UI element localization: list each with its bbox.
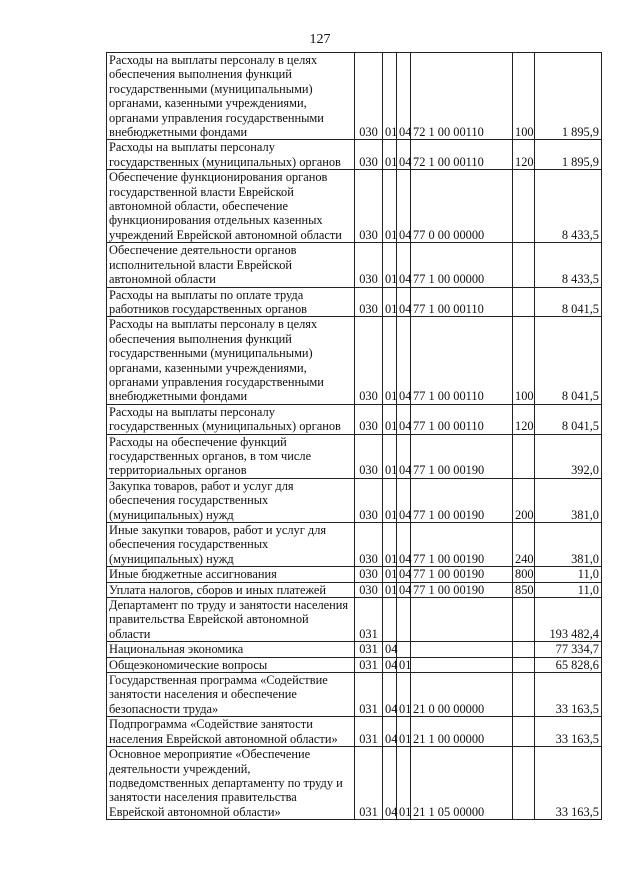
row-code: 030 xyxy=(355,243,383,287)
row-name: Национальная экономика xyxy=(107,642,355,657)
row-name: Расходы на выплаты персоналу в целях обеспечения выполнения функций государственными (муниципальными) органами, казенными учреждениями, органами управления государственными внебюджетными фондами xyxy=(107,317,355,404)
row-code: 031 xyxy=(355,598,383,642)
row-target xyxy=(411,657,513,672)
row-name: Расходы на выплаты персоналу государственных (муниципальных) органов xyxy=(107,404,355,434)
row-subsection: 01 xyxy=(397,657,411,672)
row-vid xyxy=(513,717,535,747)
row-code: 030 xyxy=(355,434,383,478)
row-vid xyxy=(513,598,535,642)
table-row xyxy=(107,53,602,140)
row-section: 01 xyxy=(383,523,397,567)
table-row xyxy=(107,598,602,642)
row-code: 030 xyxy=(355,287,383,317)
row-target xyxy=(411,598,513,642)
row-subsection: 04 xyxy=(397,523,411,567)
row-section xyxy=(383,598,397,642)
row-target: 77 1 00 00190 xyxy=(411,567,513,582)
row-code: 030 xyxy=(355,523,383,567)
row-name: Расходы на выплаты персоналу государственных (муниципальных) органов xyxy=(107,140,355,170)
row-section: 01 xyxy=(383,140,397,170)
row-amount: 1 895,9 xyxy=(535,53,602,140)
row-section: 01 xyxy=(383,567,397,582)
row-subsection: 01 xyxy=(397,673,411,717)
row-code: 031 xyxy=(355,657,383,672)
row-subsection: 04 xyxy=(397,478,411,522)
row-amount: 11,0 xyxy=(535,567,602,582)
row-vid xyxy=(513,243,535,287)
row-vid xyxy=(513,673,535,717)
table-row xyxy=(107,243,602,287)
row-section: 01 xyxy=(383,317,397,404)
row-vid xyxy=(513,642,535,657)
row-name: Подпрограмма «Содействие занятости населения Еврейской автономной области» xyxy=(107,717,355,747)
row-target: 21 1 05 00000 xyxy=(411,747,513,820)
row-name: Департамент по труду и занятости населения правительства Еврейской автономной области xyxy=(107,598,355,642)
row-target: 77 0 00 00000 xyxy=(411,170,513,243)
row-name: Уплата налогов, сборов и иных платежей xyxy=(107,582,355,597)
row-vid xyxy=(513,434,535,478)
row-code: 030 xyxy=(355,317,383,404)
row-target: 21 0 00 00000 xyxy=(411,673,513,717)
row-amount: 8 433,5 xyxy=(535,170,602,243)
row-target: 77 1 00 00110 xyxy=(411,317,513,404)
row-amount: 8 041,5 xyxy=(535,287,602,317)
row-name: Обеспечение деятельности органов исполнительной власти Еврейской автономной области xyxy=(107,243,355,287)
row-section: 01 xyxy=(383,434,397,478)
row-section: 01 xyxy=(383,53,397,140)
row-target: 77 1 00 00190 xyxy=(411,434,513,478)
row-amount: 392,0 xyxy=(535,434,602,478)
row-section: 01 xyxy=(383,478,397,522)
row-vid: 200 xyxy=(513,478,535,522)
row-target: 77 1 00 00110 xyxy=(411,287,513,317)
row-subsection: 01 xyxy=(397,717,411,747)
row-target xyxy=(411,642,513,657)
row-target: 77 1 00 00190 xyxy=(411,478,513,522)
row-section: 01 xyxy=(383,243,397,287)
row-vid xyxy=(513,170,535,243)
row-target: 21 1 00 00000 xyxy=(411,717,513,747)
row-name: Закупка товаров, работ и услуг для обеспечения государственных (муниципальных) нужд xyxy=(107,478,355,522)
page-number: 127 xyxy=(309,32,331,47)
row-code: 031 xyxy=(355,642,383,657)
row-amount: 8 041,5 xyxy=(535,317,602,404)
row-vid: 120 xyxy=(513,404,535,434)
row-subsection: 01 xyxy=(397,747,411,820)
row-section: 04 xyxy=(383,717,397,747)
row-subsection: 04 xyxy=(397,317,411,404)
row-subsection xyxy=(397,598,411,642)
row-section: 04 xyxy=(383,657,397,672)
row-vid: 240 xyxy=(513,523,535,567)
budget-table xyxy=(106,52,602,820)
row-section: 01 xyxy=(383,582,397,597)
row-code: 031 xyxy=(355,673,383,717)
row-code: 030 xyxy=(355,404,383,434)
row-target: 77 1 00 00190 xyxy=(411,582,513,597)
row-target: 77 1 00 00000 xyxy=(411,243,513,287)
row-code: 030 xyxy=(355,53,383,140)
table-row xyxy=(107,642,602,657)
row-section: 04 xyxy=(383,642,397,657)
row-name: Государственная программа «Содействие занятости населения и обеспечение безопасности труда» xyxy=(107,673,355,717)
row-code: 031 xyxy=(355,747,383,820)
row-target: 72 1 00 00110 xyxy=(411,140,513,170)
row-section: 01 xyxy=(383,287,397,317)
table-row xyxy=(107,747,602,820)
row-code: 030 xyxy=(355,478,383,522)
table-row xyxy=(107,404,602,434)
row-name: Расходы на обеспечение функций государственных органов, в том числе территориальных органов xyxy=(107,434,355,478)
table-row xyxy=(107,657,602,672)
row-amount: 8 041,5 xyxy=(535,404,602,434)
row-vid: 850 xyxy=(513,582,535,597)
row-vid xyxy=(513,657,535,672)
row-code: 030 xyxy=(355,582,383,597)
row-subsection: 04 xyxy=(397,170,411,243)
row-amount: 1 895,9 xyxy=(535,140,602,170)
table-row xyxy=(107,434,602,478)
row-target: 72 1 00 00110 xyxy=(411,53,513,140)
table-row xyxy=(107,717,602,747)
row-name: Расходы на выплаты персоналу в целях обеспечения выполнения функций государственными (муниципальными) органами, казенными учреждениями, органами управления государственными внебюджетными фондами xyxy=(107,53,355,140)
table-row xyxy=(107,567,602,582)
row-subsection: 04 xyxy=(397,582,411,597)
table-row xyxy=(107,523,602,567)
row-code: 030 xyxy=(355,140,383,170)
row-section: 01 xyxy=(383,170,397,243)
row-subsection: 04 xyxy=(397,53,411,140)
row-amount: 65 828,6 xyxy=(535,657,602,672)
row-amount: 193 482,4 xyxy=(535,598,602,642)
row-subsection: 04 xyxy=(397,434,411,478)
row-subsection: 04 xyxy=(397,140,411,170)
table-row xyxy=(107,317,602,404)
row-name: Общеэкономические вопросы xyxy=(107,657,355,672)
row-subsection: 04 xyxy=(397,243,411,287)
row-name: Обеспечение функционирования органов государственной власти Еврейской автономной области, обеспечение функционирования отдельных казенных учреждений Еврейской автономной области xyxy=(107,170,355,243)
row-name: Основное мероприятие «Обеспечение деятельности учреждений, подведомственных департаменту по труду и занятости населения правительства Еврейской автономной области» xyxy=(107,747,355,820)
table-row xyxy=(107,582,602,597)
row-amount: 8 433,5 xyxy=(535,243,602,287)
row-amount: 11,0 xyxy=(535,582,602,597)
row-subsection: 04 xyxy=(397,567,411,582)
table-row xyxy=(107,287,602,317)
row-section: 01 xyxy=(383,404,397,434)
table-row xyxy=(107,140,602,170)
row-code: 030 xyxy=(355,170,383,243)
row-section: 04 xyxy=(383,747,397,820)
row-vid: 120 xyxy=(513,140,535,170)
row-amount: 381,0 xyxy=(535,523,602,567)
row-vid: 100 xyxy=(513,317,535,404)
row-amount: 77 334,7 xyxy=(535,642,602,657)
table-row xyxy=(107,478,602,522)
row-amount: 381,0 xyxy=(535,478,602,522)
row-subsection: 04 xyxy=(397,287,411,317)
row-amount: 33 163,5 xyxy=(535,747,602,820)
row-vid xyxy=(513,287,535,317)
row-code: 030 xyxy=(355,567,383,582)
row-section: 04 xyxy=(383,673,397,717)
row-target: 77 1 00 00190 xyxy=(411,523,513,567)
row-subsection xyxy=(397,642,411,657)
row-vid: 100 xyxy=(513,53,535,140)
row-name: Расходы на выплаты по оплате труда работников государственных органов xyxy=(107,287,355,317)
table-row xyxy=(107,673,602,717)
row-vid: 800 xyxy=(513,567,535,582)
row-target: 77 1 00 00110 xyxy=(411,404,513,434)
row-name: Иные бюджетные ассигнования xyxy=(107,567,355,582)
table-row xyxy=(107,170,602,243)
row-name: Иные закупки товаров, работ и услуг для обеспечения государственных (муниципальных) нужд xyxy=(107,523,355,567)
row-code: 031 xyxy=(355,717,383,747)
row-vid xyxy=(513,747,535,820)
row-amount: 33 163,5 xyxy=(535,717,602,747)
row-subsection: 04 xyxy=(397,404,411,434)
row-amount: 33 163,5 xyxy=(535,673,602,717)
